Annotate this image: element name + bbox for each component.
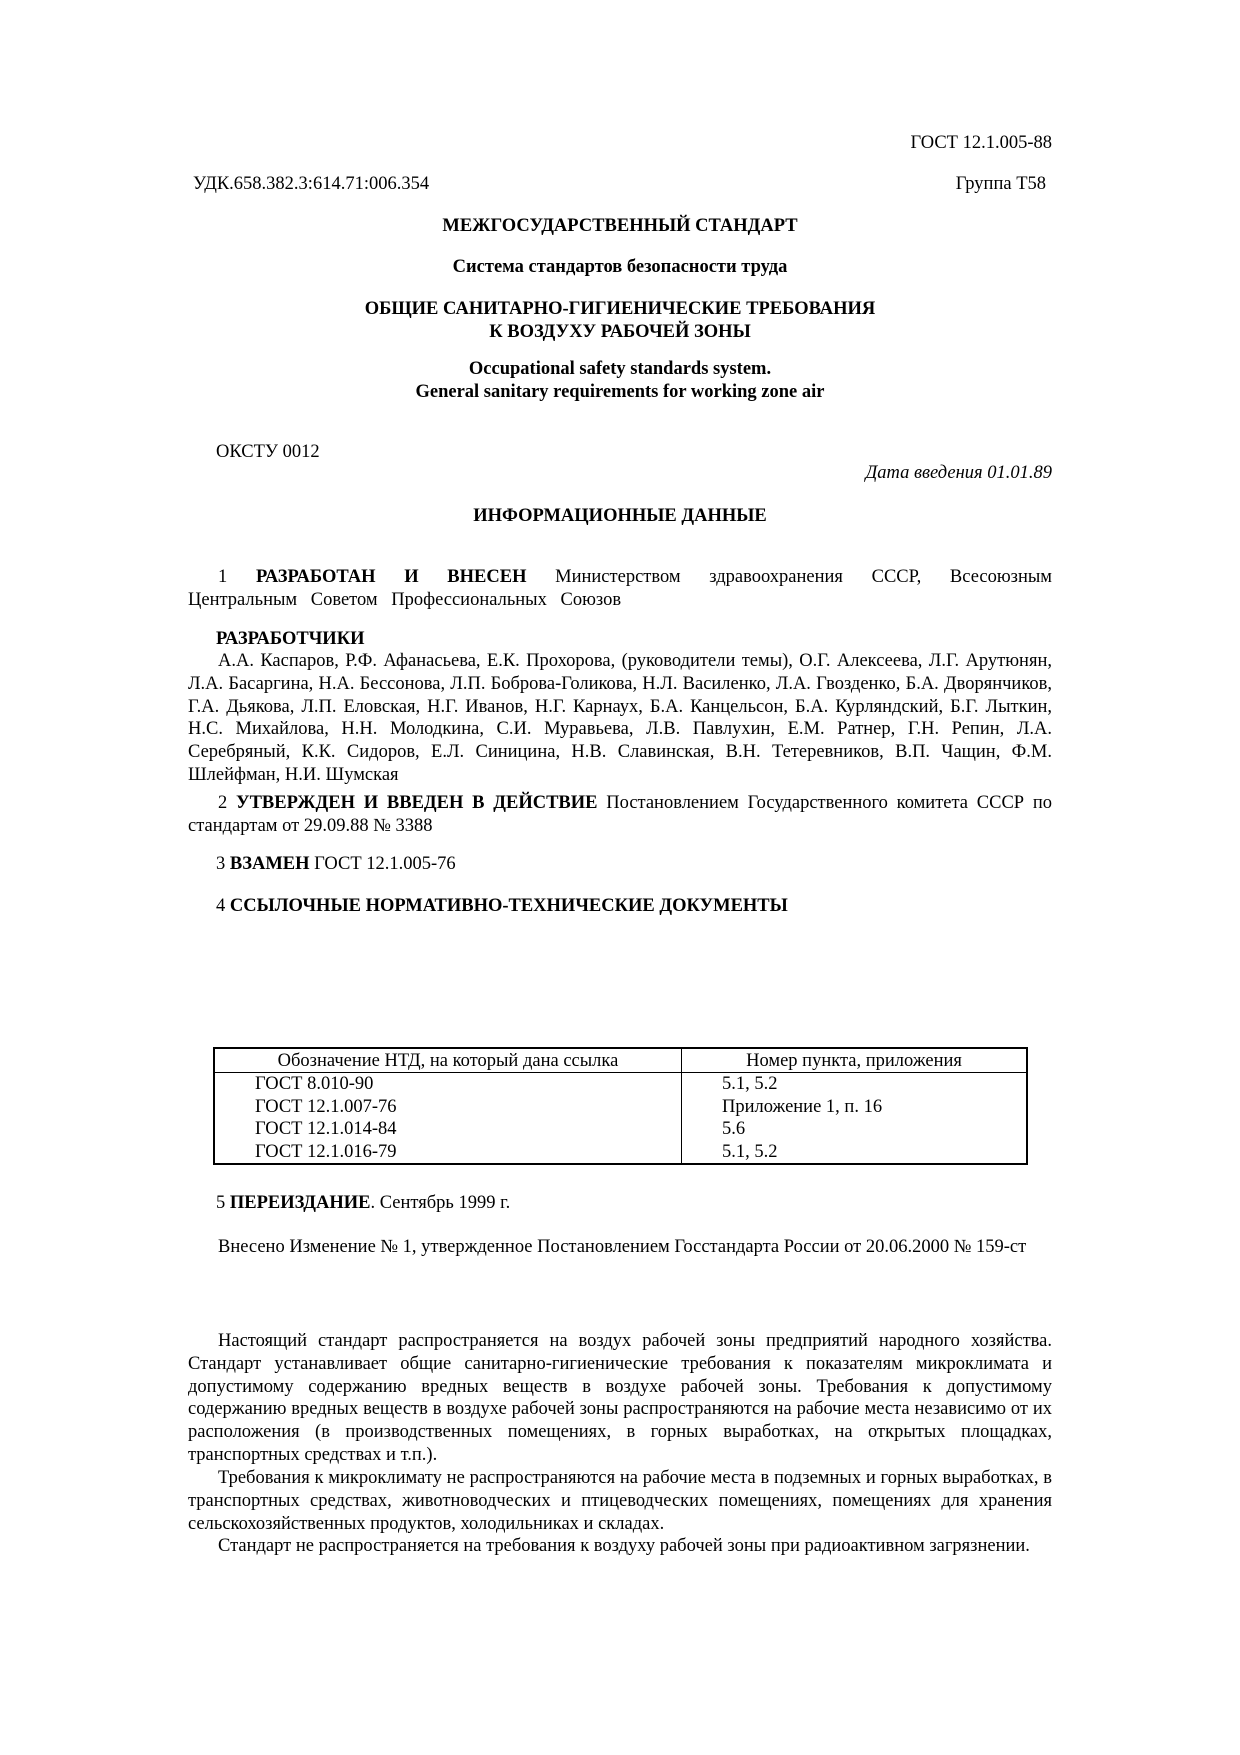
scope-paragraph-2: Требования к микроклимату не распространяются на рабочие места в подземных и горных выработках, в транспортных средствах, животноводческих и птицеводческих помещениях, помещениях для хранения сельскохозяйственных продуктов, холодильниках и складах. [188, 1468, 1052, 1534]
interstate-standard-title: МЕЖГОСУДАРСТВЕННЫЙ СТАНДАРТ [442, 216, 798, 236]
developers-heading: РАЗРАБОТЧИКИ [216, 629, 365, 649]
cell-document: ГОСТ 12.1.016-79 [214, 1141, 682, 1165]
table-header-row [214, 1048, 1027, 1073]
main-title [188, 298, 1052, 344]
item-5-number: 5 [216, 1193, 226, 1213]
table-row [214, 1118, 1027, 1141]
table-row [214, 1096, 1027, 1119]
table-row [214, 1141, 1027, 1165]
cell-clause: 5.1, 5.2 [722, 1141, 778, 1162]
item-2-approved [188, 792, 1052, 838]
cell-document: ГОСТ 12.1.014-84 [214, 1118, 682, 1141]
doc-code: ГОСТ 12.1.005-88 [910, 133, 1052, 153]
item-5-label: ПЕРЕИЗДАНИЕ [229, 1193, 371, 1213]
item-3-text: ГОСТ 12.1.005-76 [314, 854, 456, 874]
item-1-developed-by [188, 566, 1052, 612]
table-row [214, 1073, 1027, 1096]
info-section-heading: ИНФОРМАЦИОННЫЕ ДАННЫЕ [473, 506, 767, 526]
cell-clause: 5.1, 5.2 [722, 1074, 778, 1094]
english-title [188, 358, 1052, 404]
developers-list: А.А. Каспаров, Р.Ф. Афанасьева, Е.К. Прохорова, (руководители темы), О.Г. Алексеева, Л.Г. Арутюнян, Л.А. Басаргина, Н.А. Бессонова, Л.П. Боброва-Голикова, Н.Л. Василенко, Л.А. Гвозденко, Б.А. Дворянчиков, Г.А. Дьякова, Л.П. Еловская, Н.Г. Иванов, Н.Г. Карнаух, Б.А. Канцельсон, Б.А. Курляндский, Б.Г. Лыткин, Н.С. Михайлова, Н.Н. Молодкина, С.И. Муравьева, Л.В. Павлухин, Е.М. Ратнер, Г.Н. Репин, Л.А. Серебряный, К.К. Сидоров, Е.Л. Синицина, Н.В. Славинская, В.Н. Тетеревников, В.П. Чащин, Ф.М. Шлейфман, Н.И. Шумская [188, 651, 1052, 785]
amendment-note: Внесено Изменение № 1, утвержденное Постановлением Госстандарта России от 20.06.2000 № 159-ст [218, 1237, 1027, 1257]
item-1-text: Министерством здравоохранения СССР, Всесоюзным Центральным Советом Профессиональных Союзов [188, 567, 1052, 610]
english-title-line-2: General sanitary requirements for working zone air [415, 381, 825, 402]
group-code: Группа Т58 [955, 174, 1046, 194]
oksty-code: ОКСТУ 0012 [216, 442, 320, 462]
english-title-line-1: Occupational safety standards system. [468, 359, 772, 379]
item-3-replaces [216, 853, 456, 876]
item-5-text: . Сентябрь 1999 г. [370, 1193, 511, 1213]
cell-clause: 5.6 [722, 1119, 746, 1139]
item-2-label: УТВЕРЖДЕН И ВВЕДЕН В ДЕЙСТВИЕ [236, 793, 598, 813]
cell-document: ГОСТ 12.1.007-76 [214, 1096, 682, 1119]
item-4-references [216, 895, 788, 918]
item-3-number: 3 [216, 854, 226, 874]
item-2-number: 2 [218, 793, 228, 813]
udc-code: УДК.658.382.3:614.71:006.354 [193, 174, 430, 194]
item-4-label: ССЫЛОЧНЫЕ НОРМАТИВНО-ТЕХНИЧЕСКИЕ ДОКУМЕНТЫ [229, 896, 788, 916]
scope-paragraph-1: Настоящий стандарт распространяется на воздух рабочей зоны предприятий народного хозяйства. Стандарт устанавливает общие санитарно-гигиенические требования к показателям микроклимата и допустимому содержанию вредных веществ в воздухе рабочей зоны. Требования к допустимому содержанию вредных веществ в воздухе рабочей зоны распространяются на рабочие места независимо от их расположения (в производственных помещениях, в горных выработках, на открытых площадках, транспортных средствах и т.п.). [188, 1331, 1052, 1465]
main-title-line-1: ОБЩИЕ САНИТАРНО-ГИГИЕНИЧЕСКИЕ ТРЕБОВАНИЯ [364, 299, 876, 319]
item-5-reissue [216, 1192, 510, 1215]
item-1-number: 1 [218, 567, 228, 587]
cell-document: ГОСТ 8.010-90 [214, 1073, 682, 1096]
item-2-text: Постановлением Государственного комитета СССР по стандартам от 29.09.88 № 3388 [188, 793, 1052, 836]
column-header-document: Обозначение НТД, на который дана ссылка [214, 1048, 682, 1073]
system-title: Система стандартов безопасности труда [452, 257, 788, 277]
item-3-label: ВЗАМЕН [229, 854, 310, 874]
main-title-line-2: К ВОЗДУХУ РАБОЧЕЙ ЗОНЫ [489, 321, 751, 342]
references-table [213, 1047, 1028, 1165]
cell-clause: Приложение 1, п. 16 [722, 1096, 883, 1117]
item-1-label: РАЗРАБОТАН И ВНЕСЕН [255, 567, 527, 587]
item-4-number: 4 [216, 896, 226, 916]
column-header-clause: Номер пункта, приложения [682, 1048, 1028, 1073]
intro-date: Дата введения 01.01.89 [865, 463, 1052, 483]
scope-paragraph-3: Стандарт не распространяется на требования к воздуху рабочей зоны при радиоактивном загрязнении. [218, 1536, 1030, 1556]
